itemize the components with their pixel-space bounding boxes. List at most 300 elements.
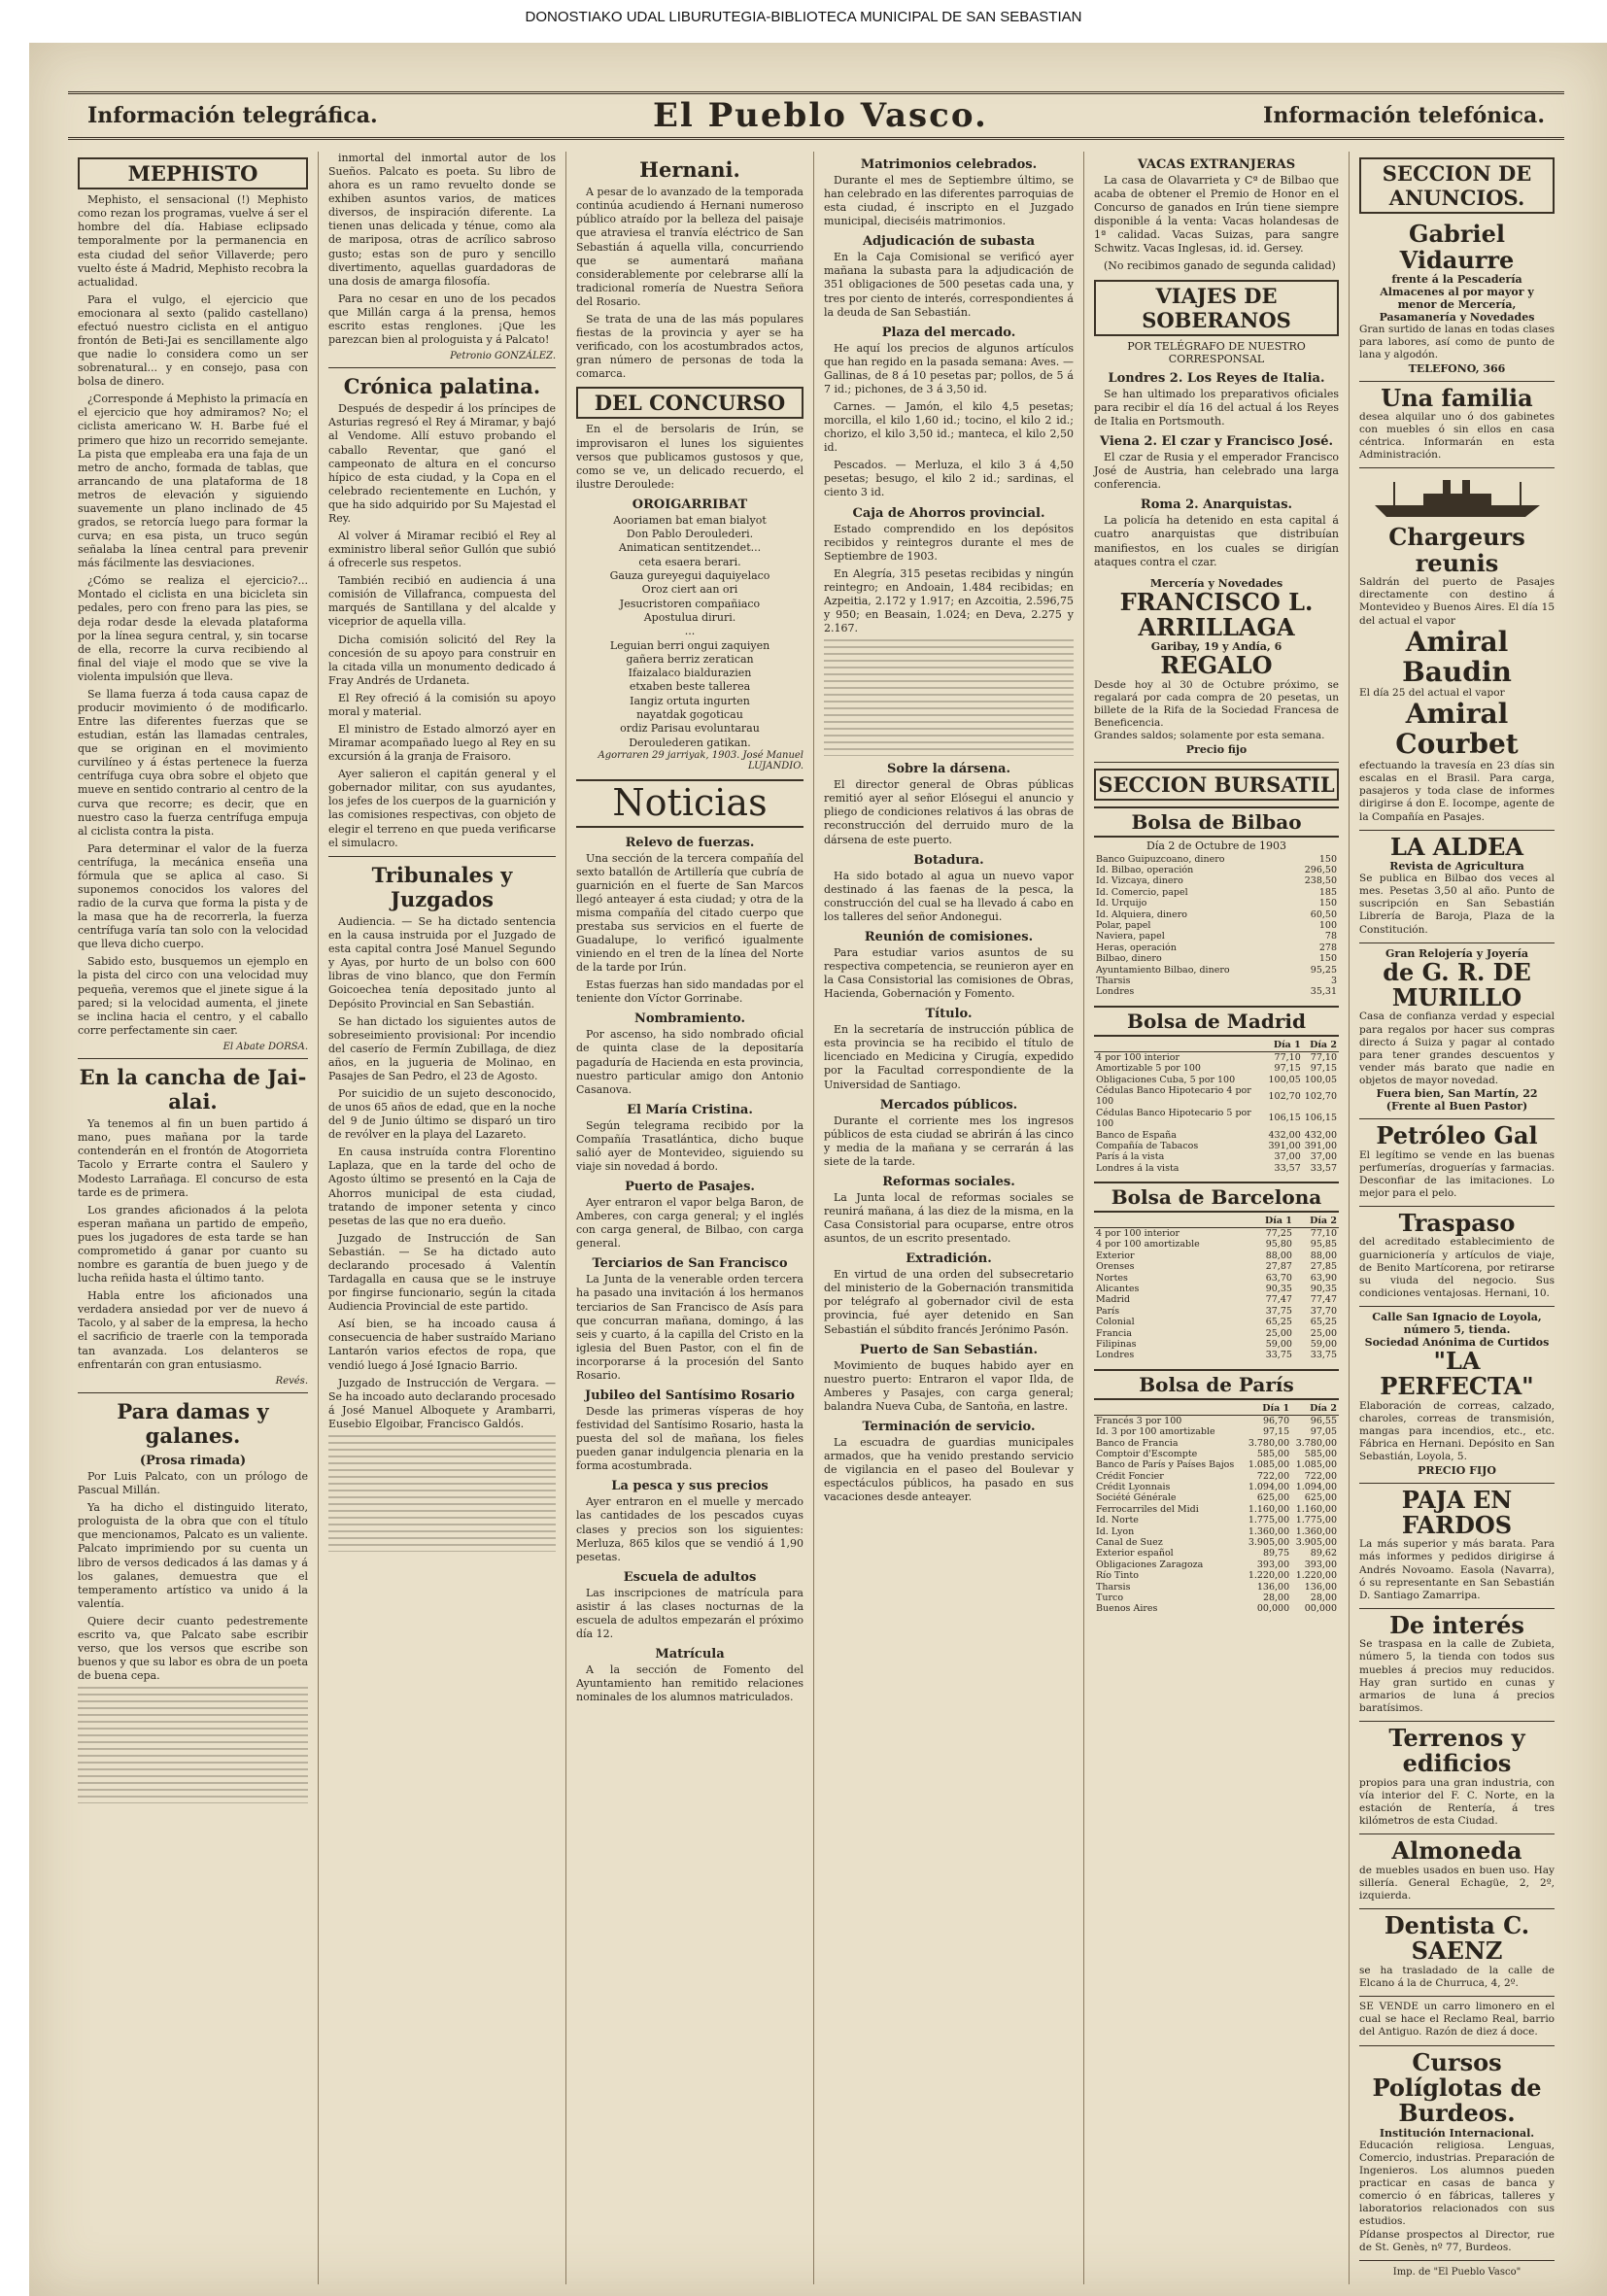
article-paragraph: A la sección de Fomento del Ayuntamiento han remitido relaciones nominales de los alumnos matriculados. [576, 1663, 804, 1704]
article-paragraph: ¿Corresponde á Mephisto la primacía en el ejercicio que hoy admiramos? No; el ciclista americano W. H. Barbe fué el primero que hizo un recorrido semejante. La pista que empleaba era una faja de un metro de ancho, formada de tablas, que arrancando de una plataforma de 18 metros de elevación y siguiendo suavemente un plano inclinado de 45 grados, se retorcía luego para formar la curva; en esa pista, un truco según señalaba la línea central para prevenir más fácilmente las desviaciones. [78, 393, 308, 570]
article-signature: Revés. [275, 1375, 308, 1387]
table-cell: Cédulas Banco Hipotecario 4 por 100 [1096, 1084, 1251, 1108]
news-headline: Plaza del mercado. [881, 325, 1016, 340]
table-row [1094, 898, 1339, 908]
table-row [1094, 1548, 1339, 1559]
table-row [1094, 1570, 1339, 1581]
table-cell: 393,00 [1304, 1559, 1337, 1570]
article-paragraph: Durante el mes de Septiembre último, se han celebrado en las diferentes parroquias de esta ciudad, é inscripto en el Juzgado municipal, dieciséis matrimonios. [824, 174, 1074, 228]
article-paragraph: Al volver á Miramar recibió el Rey al exministro liberal señor Gullón que subió á ofrecerle sus respetos. [328, 529, 556, 570]
ad-body: Casa de confianza verdad y especial para regalos por hacer sus compras directo á Suiza y pagar al contado para tener grandes descuentos y vender más barato que nadie en objetos de mayor novedad. [1359, 1011, 1555, 1087]
table-row [1094, 942, 1339, 953]
table-row [1094, 931, 1339, 942]
article-paragraph: Movimiento de buques habido ayer en nuestro puerto: Entraron el vapor Ilda, de Amberes y Pasajes, con carga general; balandra Nueva Cuba, de Santoña, en lastre. [824, 1358, 1074, 1413]
table-cell: Tharsis [1096, 975, 1131, 986]
news-headline: Relevo de fuerzas. [625, 835, 755, 850]
table-cell: 96,55 [1310, 1415, 1337, 1426]
table-cell: 150 [1318, 898, 1337, 909]
table-cell: 35,31 [1310, 986, 1337, 998]
table-cell: Colonial [1096, 1317, 1135, 1328]
table-cell: 4 por 100 interior [1096, 1228, 1180, 1240]
news-headline: Puerto de Pasajes. [625, 1180, 755, 1195]
steamship-icon [1365, 476, 1550, 521]
article-paragraph: Ha sido botado al agua un nuevo vapor destinado á las faenas de la pesca, la construcción del cual se ha llevado á cabo en los talleres del señor Andonegui. [824, 869, 1074, 923]
article-paragraph: (No recibimos ganado de segunda calidad) [1104, 259, 1336, 273]
masthead-right: Información telefónica. [1263, 103, 1545, 128]
table-cell: 4 por 100 amortizable [1096, 1239, 1200, 1251]
table-row [1094, 1228, 1339, 1240]
table-cell: 1.085,00 [1248, 1459, 1290, 1471]
newspaper-page [29, 43, 1607, 2296]
article-paragraph: Estas fuerzas han sido mandadas por el teniente don Víctor Gorrinabe. [576, 978, 804, 1006]
table-cell: Londres [1096, 1350, 1135, 1361]
ad-address: Fuera bien, San Martín, 22 (Frente al Buen Pastor) [1376, 1087, 1538, 1114]
table-cell: 27,87 [1265, 1261, 1292, 1273]
news-headline: Adjudicación de subasta [862, 234, 1036, 250]
article-paragraph: Después de despedir á los príncipes de Asturias regresó el Rey á Miramar, y bajó al Vendome. Allí estuvo probando el caballo Reventar, que ganó el campeonato de altura en el concurso hípico de esta ciudad, y la Copa en el celebrado recientemente en Luchón, y que ha sido adquirido por Su Majestad el Rey. [328, 402, 556, 525]
table-cell: Londres [1096, 986, 1135, 998]
news-headline: VACAS EXTRANJERAS [1137, 157, 1296, 172]
table-cell: 432,00 [1304, 1129, 1337, 1141]
ad-body: Pídanse prospectos al Director, rue de St. Genès, nº 77, Burdeos. [1359, 2228, 1555, 2253]
table-cell: Nortes [1096, 1272, 1128, 1284]
table-cell: 28,00 [1310, 1593, 1337, 1603]
table-row [1094, 875, 1339, 886]
table-cell: Francés 3 por 100 [1096, 1415, 1182, 1426]
article-paragraph: Desde las primeras vísperas de hoy festividad del Santísimo Rosario, hasta la puesta del sol de mañana, los fieles pueden ganar indulgencia plenaria en la forma acostumbrada. [576, 1405, 804, 1473]
table-cell: Id. Lyon [1096, 1525, 1135, 1537]
ad-terrenos [1359, 1722, 1555, 1834]
table-row [1094, 1328, 1339, 1339]
table-row [1094, 1273, 1339, 1284]
news-headline: Extradición. [906, 1251, 992, 1267]
table-cell: Ferrocarriles del Midi [1096, 1503, 1199, 1515]
article-signature: El Abate DORSA. [222, 1041, 308, 1052]
news-headline: Botadura. [913, 852, 984, 868]
article-signature: Petronio GONZÁLEZ. [450, 351, 556, 362]
table-cell: 97,15 [1262, 1426, 1290, 1438]
table-cell: 89,62 [1310, 1548, 1337, 1559]
article-paragraph: ¿Cómo se realiza el ejercicio?... Montado el ciclista en una bicicleta sin pedales, pero con freno para las pies, se deja rodar desde la elevada plataforma por la línea segura central, y, sin tocarse de ella, recorre la curva recibiendo al final del viaje el modo que se vive la violenta impulsión que lleva. [78, 574, 308, 683]
article-paragraph: inmortal del inmortal autor de los Sueños. Palcato es poeta. Su libro de ahora es un ramo revuelto donde se exhiben asuntos varios, de matices diversos, de inspiración diferente. La tienen unas delicada y ténue, como ala de mariposa, otras de acrílico sabroso gusto; estas son de puro y sencillo divertimento, aquellas guardadoras de una dosis de amarga filosofía. [328, 152, 556, 288]
ad-regalo: REGALO [1160, 651, 1273, 680]
table-cell: 63,90 [1310, 1272, 1337, 1284]
table-row [1094, 920, 1339, 931]
article-paragraph: El ministro de Estado almorzó ayer en Miramar acompañado luego al Rey en su excursión á la granja de Fraisoro. [328, 723, 556, 764]
table-cell: 1.220,00 [1248, 1570, 1290, 1582]
market-table-barcelona [1094, 1215, 1339, 1361]
table-cell: 65,25 [1310, 1317, 1337, 1328]
article-paragraph: En el de bersolaris de Irún, se improvisaron el lunes los siguientes versos que publicamos gustosos y que, como se ve, un delicado recuerdo, el ilustre Deroulede: [576, 423, 804, 491]
table-row [1094, 865, 1339, 875]
table-cell: París [1096, 1305, 1120, 1317]
table-header-row [1094, 1402, 1339, 1416]
article-paragraph: En virtud de una orden del subsecretario del ministerio de la Gobernación transmitida por telégrafo al gobernador civil de esta provincia, fué ayer detenido en San Sebastián el súbdito francés Jerónimo Pasón. [824, 1268, 1074, 1336]
article-paragraph: He aquí los precios de algunos artículos que han regido en la pasada semana: Aves. — Gallinas, de 8 á 10 pesetas par; pollos, de 5 á 7 id.; pichones, de 3 á 3,50 id. [824, 341, 1074, 395]
table-cell: 77,47 [1310, 1294, 1337, 1306]
ad-body: Se traspasa en la calle de Zubieta, número 5, la tienda con todos sus muebles á precios muy reducidos. Hay gran surtido en cunas y armarios de luna á precios baratísimos. [1359, 1638, 1555, 1714]
article-paragraph: Durante el corriente mes los ingresos públicos de esta ciudad se abrirán á las cinco y media de la mañana y se cerrarán á las siete de la tarde. [824, 1114, 1074, 1168]
table-cell: Orenses [1096, 1261, 1135, 1273]
table-cell: 77,47 [1265, 1294, 1292, 1306]
table-cell: Id. Norte [1096, 1515, 1139, 1526]
article-paragraph: Los grandes aficionados á la pelota esperan mañana un partido de empeño, pues los jugadores de esta tarde se han comprometido á ganar por cuanto su nombre es garantía de buen juego y de lucha reñida hasta el último tanto. [78, 1203, 308, 1285]
ad-body: SE VENDE un carro limonero en el cual se hace el Reclamo Real, barrio del Antiguo. Razón de diez á doce. [1359, 2001, 1555, 2039]
columns [68, 152, 1564, 2284]
ad-body: se ha trasladado de la calle de Elcano á la de Churruca, 4, 2º. [1359, 1964, 1555, 1989]
article-paragraph: Ayer entraron el vapor belga Baron, de Amberes, con carga general; y el inglés con carga general, de Bilbao, con carga general. [576, 1196, 804, 1251]
table-header-cell [1094, 1039, 1267, 1052]
ad-ship-name: Amiral Baudin [1402, 625, 1512, 688]
poem-line: ordiz Parisau evoluntarau [620, 722, 760, 736]
table-cell: Cédulas Banco Hipotecario 5 por 100 [1096, 1107, 1251, 1130]
table-row [1094, 1141, 1339, 1151]
ad-body: El legítimo se vende en las buenas perfumerías, droguerías y farmacias. Desconfiar de las imitaciones. Lo mejor para el pelo. [1359, 1148, 1555, 1199]
article-paragraph: Una sección de la tercera compañía del sexto batallón de Artillería que cubría de guarnición en el fuerte de San Marcos llegó anteayer á esta ciudad; y otra de la misma compañía del citado cuerpo que prestaba sus servicios en el fuerte de Guadalupe, lo verificó igualmente viniendo en el tren de la línea del Norte de la tarde por Irún. [576, 851, 804, 975]
text-continuation [78, 1687, 308, 1803]
table-row [1094, 1582, 1339, 1593]
article-title-hernani: Hernani. [639, 157, 740, 182]
article-title-tribunales: Tribunales y Juzgados [371, 862, 513, 911]
table-cell: 150 [1318, 953, 1337, 965]
table-row [1094, 1163, 1339, 1174]
table-row [1094, 909, 1339, 920]
table-cell: 88,00 [1310, 1250, 1337, 1261]
table-header-cell: Día 2 [1303, 1039, 1339, 1052]
table-header-row [1094, 1039, 1339, 1052]
poem-line: Apostulua diruri. [643, 610, 736, 624]
table-cell: 1.160,00 [1295, 1503, 1337, 1515]
ad-body: desea alquilar uno ó dos gabinetes con muebles ó sin ellos en casa céntrica. Informarán en esta Administración. [1359, 410, 1555, 462]
table-cell: 102,70 [1268, 1090, 1301, 1102]
column-4 [814, 152, 1084, 2284]
ad-aldea [1359, 831, 1555, 943]
table-row [1094, 1051, 1339, 1063]
poem-line: Iangiz ortuta ingurten [630, 694, 750, 707]
table-cell: Id. 3 por 100 amortizable [1096, 1426, 1215, 1438]
section-title-viajes: VIAJES DE SOBERANOS [1094, 280, 1339, 336]
table-cell: 59,00 [1310, 1338, 1337, 1350]
table-row [1094, 1515, 1339, 1525]
article-title-mephisto: MEPHISTO [78, 157, 308, 189]
table-cell: Ayuntamiento Bilbao, dinero [1096, 964, 1230, 976]
ad-cursos [1359, 2046, 1555, 2261]
table-row [1094, 1063, 1339, 1074]
article-paragraph: Dicha comisión solicitó del Rey la concesión de su apoyo para construir en la citada villa un monumento dedicado á Fray Andrés de Urdaneta. [328, 633, 556, 687]
article-paragraph: Estado comprendido en los depósitos recibidos y reintegros durante el mes de Septiembre de 1903. [824, 522, 1074, 563]
table-row [1094, 1251, 1339, 1261]
ad-arrillaga [1094, 573, 1339, 763]
table-cell: 37,70 [1310, 1305, 1337, 1317]
article-paragraph: Para no cesar en uno de los pecados que Millán carga á la prensa, hemos escrito estas renglones. ¡Que les parezcan bien al prologuista y á Palcato! [328, 291, 556, 347]
table-cell: 625,00 [1256, 1492, 1290, 1504]
ad-body: Se publica en Bilbao dos veces al mes. Pesetas 3,50 al año. Punto de suscripción en San Sebastián Librería de Baroja, Plaza de la Constitución. [1359, 873, 1555, 936]
news-headline: El María Cristina. [627, 1102, 753, 1117]
poem-line: etxaben beste tallerea [629, 680, 751, 694]
table-cell: 37,00 [1274, 1151, 1301, 1163]
article-paragraph: El Rey ofreció á la comisión su apoyo moral y material. [328, 691, 556, 718]
news-headline: Terminación de servicio. [862, 1419, 1036, 1434]
article-paragraph: Por ascenso, ha sido nombrado oficial de quinta clase de la depositaría pagaduría de Hacienda en esta provincia, nuestro particular amigo don Antonio Casanova. [576, 1028, 804, 1096]
ad-body: del acreditado establecimiento de guarnicionería y artículos de viaje, de Benito Martícorena, por retirarse su viuda del negocio. Sus condiciones ventajosas. Hernani, 10. [1359, 1236, 1555, 1299]
table-row [1094, 887, 1339, 898]
market-title-madrid: Bolsa de Madrid [1094, 1006, 1339, 1037]
ad-price-note: Precio fijo [1185, 742, 1248, 756]
table-row [1094, 1459, 1339, 1470]
table-cell: 391,00 [1268, 1140, 1301, 1151]
ad-title: Cursos Políglotas de Burdeos. [1372, 2047, 1542, 2128]
ad-title: Gabriel Vidaurre [1399, 220, 1515, 274]
ad-subtitle: Sociedad Anónima de Curtidos [1364, 1336, 1550, 1350]
ad-body: El día 25 del actual el vapor [1359, 687, 1505, 700]
table-cell: 60,50 [1310, 908, 1337, 920]
article-paragraph: La casa de Olavarrieta y Cª de Bilbao que acaba de obtener el Premio de Honor en el Concurso de ganados en Irún tiene siempre disponible á la venta: Vacas holandesas de 1ª calidad. Vacas Suizas, para sangre Schwitz. Vacas Inglesas, id. id. Gersey. [1094, 174, 1339, 256]
table-cell: 96,70 [1262, 1415, 1290, 1426]
divider [78, 1392, 308, 1393]
section-title-bursatil: SECCION BURSATIL [1094, 769, 1339, 801]
ad-price-note: PRECIO FIJO [1418, 1463, 1496, 1477]
poem-title: OROIGARRIBAT [632, 497, 748, 512]
library-header: DONOSTIAKO UDAL LIBURUTEGIA-BIBLIOTECA MUNICIPAL DE SAN SEBASTIAN [0, 0, 1607, 35]
table-cell: 77,10 [1274, 1051, 1301, 1063]
article-paragraph: Pescados. — Merluza, el kilo 3 á 4,50 pesetas; besugo, el kilo 2 id.; sardinas, el ciento 3 id. [824, 459, 1074, 499]
poem-line: gañera berriz zeratican [626, 652, 754, 666]
table-row [1094, 1593, 1339, 1603]
ad-familia [1359, 382, 1555, 469]
table-header-cell: Día 1 [1249, 1215, 1294, 1228]
section-subtitle: POR TELÉGRAFO DE NUESTRO CORRESPONSAL [1127, 339, 1306, 365]
table-cell: 25,00 [1310, 1327, 1337, 1339]
column-1 [68, 152, 319, 2284]
table-cell: 65,25 [1265, 1317, 1292, 1328]
table-row [1094, 1492, 1339, 1503]
ad-title: Una familia [1381, 383, 1533, 412]
article-paragraph: A pesar de lo avanzado de la temporada continúa acudiendo á Hernani numeroso público atraído por la belleza del paisaje que atraviesa el tranvía eléctrico de San Sebastián á aquella villa, concurriendo que se aumentará mañana considerablemente por celebrarse allí la tradicional romería de Nuestra Señora del Rosario. [576, 186, 804, 308]
ad-body: Elaboración de correas, calzado, charoles, correas de transmisión, mangas para incendios, etc., etc. Fábrica en Hernani. Depósito en San Sebastián, Loyola, 5. [1359, 1399, 1555, 1463]
table-cell: 585,00 [1304, 1448, 1337, 1459]
ad-vidaurre [1359, 218, 1555, 381]
table-cell: Banco de España [1096, 1129, 1177, 1141]
table-cell: 722,00 [1304, 1470, 1337, 1482]
table-header-cell [1094, 1215, 1249, 1228]
article-paragraph: Ya tenemos al fin un buen partido á mano, pues mañana por la tarde contenderán en el frontón de Atogorrieta Tacolo y Errarte contra el Saulero y Modesto Larrañaga. El concurso de esta tarde es de primera. [78, 1117, 308, 1199]
ad-title: PAJA EN FARDOS [1401, 1485, 1513, 1539]
table-cell: 136,00 [1256, 1581, 1290, 1593]
table-cell: 3.905,00 [1295, 1537, 1337, 1549]
ad-se-vende [1359, 1997, 1555, 2045]
table-cell: Exterior [1096, 1250, 1135, 1261]
table-header-cell: Día 1 [1244, 1402, 1291, 1416]
table-row [1094, 953, 1339, 964]
table-row [1094, 986, 1339, 997]
table-cell: Id. Urquijo [1096, 898, 1147, 909]
market-table-madrid [1094, 1039, 1339, 1174]
article-paragraph: Ya ha dicho el distinguido literato, prologuista de la obra que con el título que mencionamos, Palcato es un valiente. Palcato imprimiendo por su cuenta un libro de versos dedicados á las damas y á los galanes, demuestra que el temperamento artístico va unido á la valentía. [78, 1501, 308, 1610]
table-cell: 95,85 [1310, 1239, 1337, 1251]
table-cell: 97,15 [1274, 1063, 1301, 1075]
article-paragraph: El czar de Rusia y el emperador Francisco José de Austria, han celebrado una larga conferencia. [1094, 451, 1339, 492]
poem [576, 514, 804, 750]
ad-petroleo [1359, 1119, 1555, 1207]
article-paragraph: Ayer salieron el capitán general y el gobernador militar, con sus ayudantes, los jefes de los cuerpos de la guarnición y las comisiones respectivas, con objeto de elegir el terreno en que pueda verificarse el simulacro. [328, 768, 556, 849]
poem-line: Aooriamen bat eman bialyot [613, 513, 767, 527]
table-row [1094, 1085, 1339, 1108]
table-cell: Buenos Aires [1096, 1603, 1158, 1615]
table-cell: Société Générale [1096, 1492, 1177, 1504]
article-signature: Agorraren 29 jarriyak, 1903. José Manuel LUJANDIO. [598, 749, 804, 771]
poem-line: Leguian berri ongui zaquiyen [609, 638, 770, 652]
table-row [1094, 1449, 1339, 1459]
article-paragraph: Juzgado de Instrucción de San Sebastián. — Se ha dictado auto declarando procesado á Valentín Tardagalla en causa que se le instruye por fingirse funcionario, según la citada Audiencia Provincial de este partido. [328, 1231, 556, 1314]
poem-line: Jesucristoren compañiaco [619, 597, 761, 610]
table-cell: París á la vista [1096, 1151, 1165, 1163]
table-cell: 27,85 [1310, 1261, 1337, 1273]
ad-body: La más superior y más barata. Para más informes y pedidos dirigirse á Andrés Novoamo. Easola (Navarra), ó su representante en San Sebastián D. Santiago Zamarripa. [1359, 1538, 1555, 1601]
article-paragraph: La Junta de la venerable orden tercera ha pasado una invitación á los hermanos terciarios de San Francisco de Asís para que concurran mañana, domingo, á las seis y cuarto, á la capilla del Cristo en la iglesia del Buen Pastor, con el fin de incorporarse á la procesión del Santo Rosario. [576, 1273, 804, 1382]
table-header-row [1094, 1215, 1339, 1228]
table-cell: Amortizable 5 por 100 [1096, 1063, 1201, 1075]
table-cell: 33,57 [1310, 1162, 1337, 1174]
article-paragraph: Ayer entraron en el muelle y mercado las cantidades de los pescados cuyas clases y precios son los siguientes: Merluza, 865 kilos que se vendió á 1,90 pesetas. [576, 1495, 804, 1563]
table-cell: 102,70 [1304, 1090, 1337, 1102]
article-paragraph: Se trata de una de las más populares fiestas de la provincia y ayer se ha verificado, con los acostumbrados actos, gran número de personas de toda la comarca. [576, 312, 804, 381]
table-cell: 4 por 100 interior [1096, 1051, 1180, 1063]
ad-title: de G. R. DE MURILLO [1383, 957, 1531, 1012]
imprint: Imp. de "El Pueblo Vasco" [1392, 2266, 1522, 2278]
table-row [1094, 1075, 1339, 1085]
column-2 [319, 152, 566, 2284]
article-paragraph: Carnes. — Jamón, el kilo 4,5 pesetas; morcilla, el kilo 1,60 id.; tocino, el kilo 2 id.; chorizo, el kilo 3,50 id.; manteca, el kilo 2,50 id. [824, 400, 1074, 455]
ad-subtitle: Institución Internacional. [1379, 2126, 1535, 2140]
table-cell: Río Tinto [1096, 1570, 1139, 1582]
ad-title: Almoneda [1391, 1836, 1522, 1866]
masthead-left: Información telegráfica. [87, 103, 378, 128]
table-row [1094, 1415, 1339, 1426]
ad-body: Educación religiosa. Lenguas, Comercio, industrias. Preparación de Ingenieros. Los alumnos pueden practicar en casas de banca y comercio ó en fábricas, talleres y laboratorios relacionados con sus estudios. [1359, 2139, 1555, 2228]
ad-subtitle: frente á la Pescadería [1391, 273, 1522, 287]
table-row [1094, 1471, 1339, 1482]
table-cell: Alicantes [1096, 1284, 1140, 1295]
table-cell: Crédit Lyonnais [1096, 1482, 1171, 1493]
market-title-bilbao: Bolsa de Bilbao [1094, 806, 1339, 838]
table-cell: Bilbao, dinero [1096, 953, 1162, 965]
news-headline: Reunión de comisiones. [864, 929, 1034, 944]
article-paragraph: Sabido esto, busquemos un ejemplo en la pista del circo con una velocidad muy pequeña, veremos que el jinete sigue á la pared; si la velocidad aumenta, el jinete se inclina hacia el centro, y el caballo corre perfectamente sin caer. [78, 955, 308, 1037]
table-cell: 33,75 [1265, 1350, 1292, 1361]
table-row [1094, 1294, 1339, 1305]
table-cell: 33,57 [1274, 1162, 1301, 1174]
article-title-damas: Para damas y galanes. [117, 1398, 269, 1448]
ad-title: FRANCISCO L. ARRILLAGA [1119, 587, 1314, 642]
table-cell: 100,05 [1268, 1074, 1301, 1085]
ad-body: efectuando la travesía en 23 días sin escalas en el Brasil. Para carga, pasajeros y toda clase de informes dirigirse á don E. Iocompe, agente de la Compañía en Pasajes. [1359, 760, 1555, 823]
table-cell: 150 [1318, 853, 1337, 865]
table-cell: 1.094,00 [1248, 1482, 1290, 1493]
table-cell: Banco de París y Países Bajos [1096, 1459, 1235, 1471]
article-paragraph: Según telegrama recibido por la Compañía Trasatlántica, dicho buque salió ayer de Montevideo, siguiendo su viaje sin novedad á bordo. [576, 1118, 804, 1173]
poem-line: Ifaizalaco bialdurazien [628, 667, 752, 680]
table-cell: 77,10 [1310, 1228, 1337, 1240]
article-paragraph: En la Caja Comisional se verificó ayer mañana la subasta para la adjudicación de 351 obligaciones de 500 pesetas cada una, y tres por ciento de interés, correspondientes á la deuda de San Sebastián. [824, 251, 1074, 319]
article-paragraph: Se llama fuerza á toda causa capaz de producir movimiento ó de modificarlo. Entre las diferentes fuerzas que se estudian, están las llamadas centrales, que se originan en el movimiento curvilíneo y á éstas pertenece la fuerza centrífuga cuya obra sobre el objeto que mueve en sentido contrario al centro de la curva que recorre; es decir, que en nuestro caso la fuerza centrífuga empuja al ciclista contra la pista. [78, 687, 308, 838]
table-cell: Id. Comercio, papel [1096, 886, 1188, 898]
table-cell: Id. Vizcaya, dinero [1096, 875, 1183, 887]
text-continuation [824, 639, 1074, 756]
table-cell: 100 [1318, 920, 1337, 932]
table-row [1094, 1438, 1339, 1449]
table-row [1094, 1317, 1339, 1327]
table-cell: 3 [1330, 975, 1337, 986]
table-cell: 59,00 [1265, 1338, 1292, 1350]
table-row [1094, 1426, 1339, 1437]
table-cell: 1.160,00 [1248, 1503, 1290, 1515]
table-cell: 722,00 [1256, 1470, 1290, 1482]
table-header-cell: Día 2 [1294, 1215, 1339, 1228]
ad-title: Petróleo Gal [1376, 1121, 1538, 1150]
column-6 [1350, 152, 1564, 2284]
table-cell: 37,00 [1310, 1151, 1337, 1163]
market-date: Día 2 de Octubre de 1903 [1146, 839, 1286, 852]
ad-subtitle: Mercería y Novedades [1149, 576, 1283, 590]
article-paragraph: Habla entre los aficionados una verdadera ansiedad por ver de nuevo á Tacolo, y al saber de la empresa, la hecho el sacrificio de traerle con la temporada tan avanzada. Los delanteros se enfrentarán con gran entusiasmo. [78, 1289, 308, 1371]
table-cell: 95,80 [1265, 1239, 1292, 1251]
table-row [1094, 1130, 1339, 1141]
article-paragraph: Por suicidio de un sujeto desconocido, de unos 65 años de edad, que en la noche del 9 de Junio último se disparó un tiro de revólver en la playa del Lazareto. [328, 1087, 556, 1142]
poem-line: Animatican sentitzendet... [618, 541, 762, 555]
ad-body: de muebles usados en buen uso. Hay sillería. General Echagüe, 2, 2º, izquierda. [1359, 1864, 1555, 1902]
ad-address: Calle San Ignacio de Loyola, número 5, tienda. [1372, 1311, 1542, 1337]
table-cell: 3.780,00 [1248, 1437, 1290, 1449]
table-cell: 1.360,00 [1295, 1525, 1337, 1537]
table-cell: 136,00 [1304, 1581, 1337, 1593]
ad-body: propios para una gran industria, con vía interior del F. C. Norte, en la estación de Rentería, á tres kilómetros de esta Ciudad. [1359, 1776, 1555, 1828]
ad-subtitle: Almacenes al por mayor y menor de Mercería, Pasamanería y Novedades [1379, 286, 1535, 325]
table-cell: Madrid [1096, 1294, 1131, 1306]
table-cell: 63,70 [1265, 1272, 1292, 1284]
table-cell: Londres á la vista [1096, 1162, 1180, 1174]
table-cell: 3.905,00 [1248, 1537, 1290, 1549]
table-cell: 97,15 [1310, 1063, 1337, 1075]
ad-phone: TELEFONO, 366 [1408, 361, 1506, 375]
market-title-paris: Bolsa de París [1094, 1369, 1339, 1400]
ad-chargeurs [1359, 468, 1555, 830]
table-cell: Comptoir d'Escompte [1096, 1448, 1198, 1459]
table-row [1094, 976, 1339, 986]
ad-address: Garibay, 19 y Andía, 6 [1150, 640, 1282, 654]
ad-title: Terrenos y edificios [1388, 1724, 1525, 1778]
ad-body: Gran surtido de lanas en todas clases para labores, así como de punto de lana y algodón. [1359, 324, 1555, 361]
article-paragraph: El director general de Obras públicas remitió ayer al señor Elósegui el anuncio y pliego de condiciones relativos á las obras de reconstrucción del derruido muro de la dársena de este puerto. [824, 778, 1074, 846]
divider [78, 1058, 308, 1059]
table-row [1094, 854, 1339, 865]
article-subtitle: (Prosa rimada) [139, 1454, 247, 1469]
table-cell: Id. Bilbao, operación [1096, 865, 1194, 876]
table-row [1094, 1350, 1339, 1360]
ad-body: Grandes saldos; solamente por esta semana. [1094, 730, 1325, 742]
table-cell: Canal de Suez [1096, 1537, 1163, 1549]
table-cell: Banco Guipuzcoano, dinero [1096, 853, 1225, 865]
table-cell: 95,25 [1310, 964, 1337, 976]
news-headline: Caja de Ahorros provincial. [852, 505, 1045, 521]
table-cell: 1.220,00 [1295, 1570, 1337, 1582]
news-headline: Jubileo del Santísimo Rosario [585, 1388, 795, 1403]
table-cell: 625,00 [1304, 1492, 1337, 1504]
table-row [1094, 1537, 1339, 1548]
ad-ship-name: Amiral Courbet [1395, 698, 1519, 761]
table-row [1094, 1603, 1339, 1614]
table-cell: Banco de Francia [1096, 1437, 1179, 1449]
table-header-cell [1094, 1402, 1244, 1416]
